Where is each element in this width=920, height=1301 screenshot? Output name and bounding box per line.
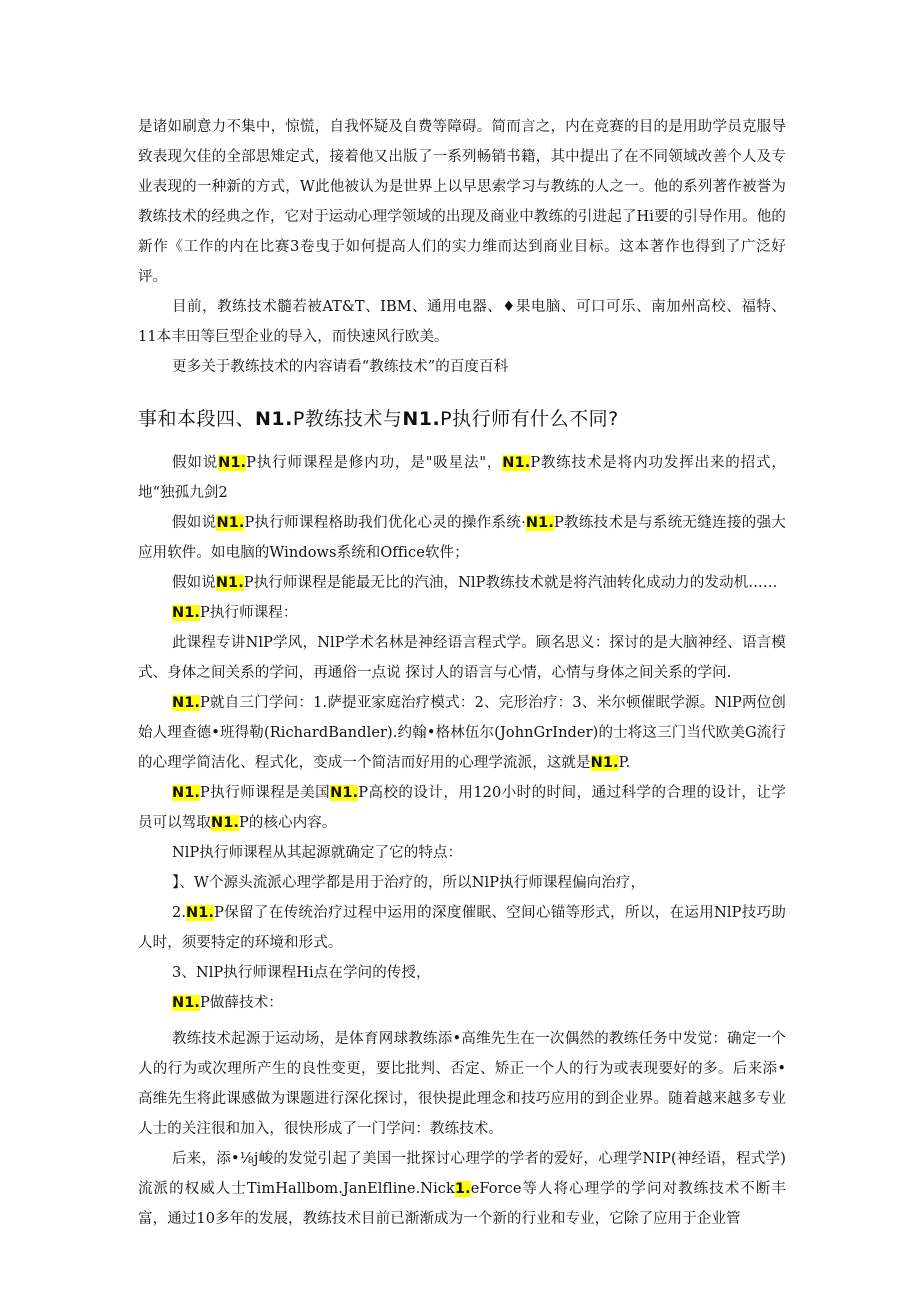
highlight: N1.: [218, 455, 247, 471]
highlight: N1.: [502, 455, 531, 471]
highlight: N1.: [215, 575, 244, 591]
highlight: N1.: [525, 515, 554, 531]
highlight: N1.: [330, 785, 359, 801]
heading-keyword: N1.: [402, 408, 441, 430]
section-heading: 事和本段四、N1.P教练技术与N1.P执行师有什么不同?: [138, 408, 619, 430]
highlight: N1.: [590, 755, 619, 771]
paragraph: 更多关于教练技术的内容请看“教练技术”的百度百科: [172, 359, 509, 375]
paragraph: N1.P执行师课程是美国N1.P高校的设计，用120小时的时间，通过科学的合理的设计，让学员可以驾取N1.P的核心内容。: [138, 785, 786, 831]
paragraph: N1.P就自三门学问：1.萨提亚家庭治疗模式：2、完形治疗：3、米尔顿催眠学源。NlP两位创始人理查德•班得勒(RichardBandler).约翰•格林伍尔(JohnGrInder)的士将这三门当代欧美G流行的心理学简洁化、程式化，变成一个简洁而好用的心理学流派，这就是N1.P.: [138, 695, 786, 771]
paragraph: 假如说N1.P执行师课程格助我们优化心灵的操作系统·N1.P教练技术是与系统无缝连接的强大应用软件。如电脑的Windows系统和Office软件；: [138, 515, 786, 561]
document-body: [138, 112, 786, 1234]
paragraph: 目前，教练技术髓若被AT&T、IBM、通用电器、♦果电脑、可口可乐、南加州高校、福特、11本丰田等巨型企业的导入，而快速风行欧美。: [138, 299, 786, 345]
heading-keyword: N1.: [255, 408, 293, 430]
paragraph: NlP执行师课程从其起源就确定了它的特点：: [172, 845, 463, 861]
paragraph: N1.P执行师课程：: [172, 605, 298, 621]
paragraph: N1.P做薛技术：: [172, 995, 283, 1011]
paragraph: 假如说N1.P执行师课程是能最无比的汽油，NlP教练技术就是将汽油转化成动力的发动机……: [172, 575, 778, 591]
highlight: N1.: [172, 695, 201, 711]
highlight: N1.: [172, 995, 201, 1011]
paragraph: 是诸如刷意力不集中，惊慌，自我怀疑及自费等障碍。简而言之，内在竞赛的目的是用助学员克服导致表现欠佳的全部思雉定式，接着他又出版了一系列畅销书籍，其中提出了在不同领域改善个人及专业表现的一种新的方式，W此他被认为是世界上以早思索学习与教练的人之一。他的系列著作被誉为教练技术的经典之作，它对于运动心理学领域的出现及商业中教练的引进起了Hi要的引导作用。他的新作《工作的内在比赛3卷曳于如何提高人们的实力维而达到商业目标。这本著作也得到了广泛好评。: [138, 119, 786, 285]
paragraph: 】、W个源头流派心理学都是用于治疗的，所以NlP执行师课程偏向治疗，: [172, 875, 646, 891]
paragraph: 2.N1.P保留了在传统治疗过程中运用的深度催眠、空间心锚等形式，所以，在运用NlP技巧助人时，须要特定的环境和形式。: [138, 905, 786, 951]
highlight: N1.: [172, 605, 201, 621]
highlight: N1.: [186, 905, 215, 921]
highlight: N1.: [211, 815, 240, 831]
highlight: 1.: [454, 1181, 471, 1197]
paragraph: 3、NlP执行师课程Hi点在学问的传授，: [172, 965, 431, 981]
highlight: N1.: [172, 785, 201, 801]
paragraph: 此课程专讲NlP学风，NlP学术名林是神经语言程式学。顾名思义：探讨的是大脑神经、语言模式、身体之间关系的学问，再通俗一点说 探讨人的语言与心情，心情与身体之间关系的学问.: [138, 635, 786, 681]
highlight: N1.: [216, 515, 245, 531]
paragraph: 教练技术起源于运动场，是体育网球教练添•高维先生在一次偶然的教练任务中发觉：确定一个人的行为或次理所产生的良性变更，要比批判、否定、矫正一个人的行为或表现要好的多。后来添•高维先生将此课感做为课题进行深化探讨，很快提此理念和技巧应用的到企业界。随着越来越多专业人士的关注很和加入，很快形成了一门学问：教练技术。: [138, 1031, 786, 1137]
paragraph: 假如说N1.P执行师课程是修内功，是"吸星法"，N1.P教练技术是将内功发挥出来的招式，地“独孤九剑2: [138, 455, 786, 501]
paragraph: 后来，添•⅛j峻的发觉引起了美国一批探讨心理学的学者的爱好，心理学NIP(神经语，程式学)流派的权威人士TimHallbom.JanElfline.Nick1.eForce等人将心理学的学问对教练技术不断丰富，通过10多年的发展，教练技术目前已渐渐成为一个新的行业和专业，它除了应用于企业管: [138, 1151, 787, 1227]
